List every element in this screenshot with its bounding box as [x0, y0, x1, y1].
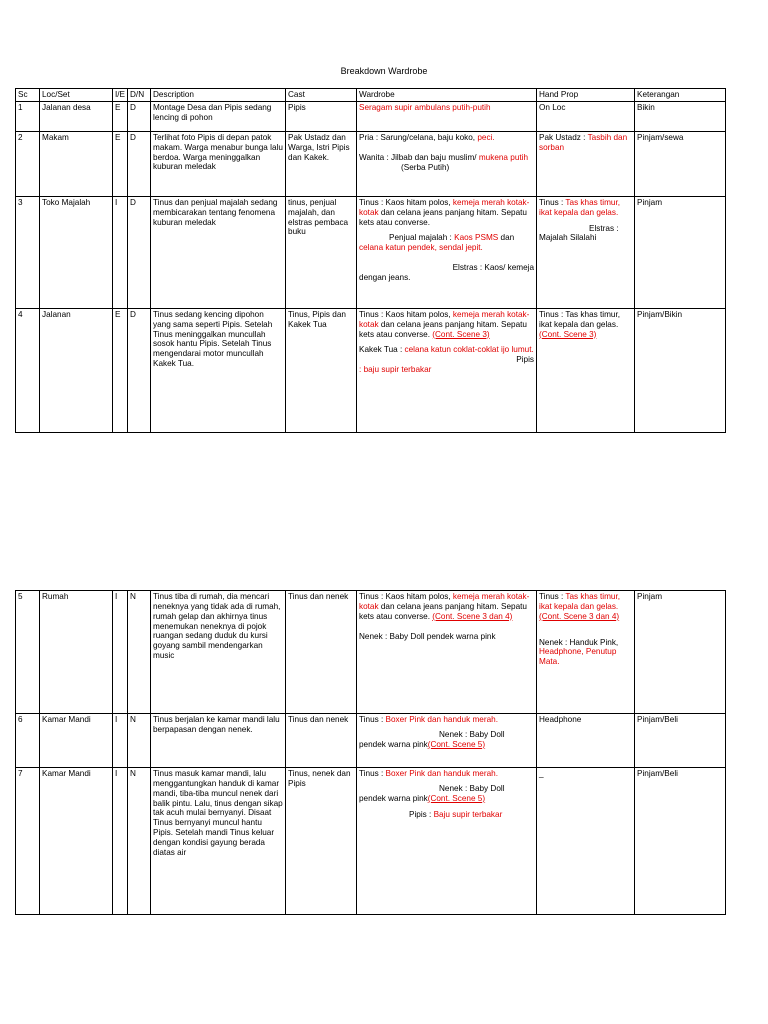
wardrobe-text: dengan jeans.: [359, 272, 411, 282]
wardrobe-text: Tinus : Kaos hitam polos,: [359, 592, 453, 601]
wardrobe-text: dan celana jeans panjang hitam. Sepatu kets atau converse.: [359, 207, 527, 227]
header-hand-prop: Hand Prop: [537, 89, 635, 102]
wardrobe-text: (Cont. Scene 5): [427, 739, 486, 749]
cell-loc: Kamar Mandi: [40, 768, 113, 915]
cell-wardrobe: [357, 131, 537, 196]
wardrobe-text: Kakek Tua :: [359, 345, 405, 355]
header-dn: D/N: [128, 89, 151, 102]
wardrobe-text: Pipis: [516, 355, 535, 365]
wardrobe-text: pendek warna pink: [359, 739, 428, 749]
wardrobe-text: Tinus :: [359, 715, 386, 724]
cell-description: Montage Desa dan Pipis sedang lencing di pohon: [151, 101, 286, 131]
cell-wardrobe: [357, 101, 537, 131]
cell-description: Tinus dan penjual majalah sedang membicarakan tentang fenomena kuburan meledak: [151, 196, 286, 308]
wardrobe-text: kemeja merah kotak-kotak: [359, 197, 530, 217]
table-row: [16, 714, 726, 768]
header-cast: Cast: [286, 89, 357, 102]
wardrobe-text: dan: [498, 233, 515, 243]
wardrobe-text: kemeja merah kotak-kotak: [359, 309, 530, 329]
wardrobe-text: dan celana jeans panjang hitam. Sepatu kets atau converse.: [359, 601, 527, 621]
wardrobe-text: Kaos PSMS: [454, 233, 499, 243]
hand-prop-text: (Cont. Scene 3): [539, 329, 597, 339]
wardrobe-text: Pria : Sarung/celana, baju koko,: [359, 132, 478, 142]
wardrobe-text: : baju supir terbakar: [359, 365, 432, 375]
wardrobe-text: mukena putih: [478, 152, 529, 162]
cell-ie: I: [113, 768, 128, 915]
wardrobe-text: Seragam supir ambulans putih-putih: [359, 102, 491, 112]
hand-prop-text: Headphone, Penutup Mata.: [539, 647, 617, 667]
cell-sc: 3: [16, 196, 40, 308]
hand-prop-text: Tinus : Tas khas timur, ikat kepala dan gelas.: [539, 309, 621, 329]
document-title: Breakdown Wardrobe: [340, 66, 428, 76]
wardrobe-table-bottom: [15, 590, 726, 915]
cell-keterangan: Pinjam/Bikin: [635, 308, 726, 432]
wardrobe-text: (Cont. Scene 3): [432, 329, 490, 339]
header-keterangan: Keterangan: [635, 89, 726, 102]
cell-loc: Jalanan desa: [40, 101, 113, 131]
cell-keterangan: Pinjam/sewa: [635, 131, 726, 196]
cell-dn: D: [128, 196, 151, 308]
hand-prop-text: Majalah Silalahi: [539, 233, 597, 243]
table-header-row: [16, 89, 726, 102]
wardrobe-text: Tinus : Kaos hitam polos,: [359, 197, 453, 207]
cell-keterangan: Pinjam: [635, 591, 726, 714]
wardrobe-text: peci.: [477, 132, 495, 142]
table-row: [16, 308, 726, 432]
wardrobe-text: dan celana jeans panjang hitam. Sepatu kets atau converse.: [359, 319, 527, 339]
cell-dn: N: [128, 714, 151, 768]
table-row: [16, 131, 726, 196]
hand-prop-text: Pak Ustadz :: [539, 132, 588, 142]
cell-cast: Tinus dan nenek: [286, 591, 357, 714]
cell-hand-prop: [537, 308, 635, 432]
cell-sc: 1: [16, 101, 40, 131]
cell-ie: I: [113, 591, 128, 714]
cell-keterangan: Pinjam: [635, 196, 726, 308]
cell-wardrobe: [357, 308, 537, 432]
cell-keterangan: Bikin: [635, 101, 726, 131]
cell-hand-prop: _: [537, 768, 635, 915]
cell-keterangan: Pinjam/Beli: [635, 768, 726, 915]
header-sc: Sc: [16, 89, 40, 102]
hand-prop-text: Elstras :: [589, 223, 619, 233]
cell-wardrobe: [357, 768, 537, 915]
cell-dn: N: [128, 768, 151, 915]
table-row: [16, 101, 726, 131]
cell-sc: 7: [16, 768, 40, 915]
cell-ie: E: [113, 308, 128, 432]
cell-loc: Toko Majalah: [40, 196, 113, 308]
cell-dn: N: [128, 591, 151, 714]
cell-hand-prop: [537, 131, 635, 196]
hand-prop-text: (Cont. Scene 3 dan 4): [539, 611, 620, 621]
header-loc: Loc/Set: [40, 89, 113, 102]
cell-sc: 5: [16, 591, 40, 714]
wardrobe-text: celana katun pendek, sendal jepit.: [359, 243, 483, 253]
hand-prop-text: Tas khas timur, ikat kepala dan gelas.: [539, 197, 621, 217]
cell-loc: Rumah: [40, 591, 113, 714]
cell-description: Tinus berjalan ke kamar mandi lalu berpapasan dengan nenek.: [151, 714, 286, 768]
wardrobe-text: Elstras : Kaos/ kemeja: [452, 263, 535, 273]
cell-dn: D: [128, 101, 151, 131]
cell-wardrobe: [357, 714, 537, 768]
cell-keterangan: Pinjam/Beli: [635, 714, 726, 768]
wardrobe-text: kemeja merah kotak-kotak: [359, 592, 530, 611]
hand-prop-text: Tinus :: [539, 592, 566, 601]
cell-wardrobe: [357, 196, 537, 308]
cell-hand-prop: On Loc: [537, 101, 635, 131]
wardrobe-text: Baju supir terbakar: [433, 809, 503, 819]
wardrobe-text: Boxer Pink dan handuk merah.: [385, 769, 498, 778]
cell-sc: 2: [16, 131, 40, 196]
wardrobe-text: Nenek : Baby Doll pendek warna pink: [359, 631, 496, 641]
table-row: [16, 591, 726, 714]
wardrobe-text: Boxer Pink dan handuk merah.: [385, 715, 498, 724]
cell-cast: Tinus dan nenek: [286, 714, 357, 768]
cell-sc: 4: [16, 308, 40, 432]
cell-cast: tinus, penjual majalah, dan elstras pembaca buku: [286, 196, 357, 308]
cell-cast: Tinus, nenek dan Pipis: [286, 768, 357, 915]
cell-description: Terlihat foto Pipis di depan patok makam. Warga menabur bunga lalu berdoa. Warga meninggalkan kuburan meledak: [151, 131, 286, 196]
hand-prop-text: Tas khas timur, ikat kepala dan gelas.: [539, 592, 621, 611]
cell-ie: E: [113, 101, 128, 131]
wardrobe-text: (Serba Putih): [401, 162, 450, 172]
table-row: [16, 768, 726, 915]
wardrobe-text: Tinus : Kaos hitam polos,: [359, 309, 453, 319]
cell-description: Tinus sedang kencing dipohon yang sama seperti Pipis. Setelah Tinus meninggalkan muncullah sosok hantu Pipis. Setelah Tinus mengendarai motor muncullah Kakek Tua.: [151, 308, 286, 432]
cell-sc: 6: [16, 714, 40, 768]
cell-description: Tinus masuk kamar mandi, lalu menggantungkan handuk di kamar mandi, tiba-tiba muncul nenek dari balik pintu. Lalu, tinus dengan sikap tak acuh mulai bernyanyi. Disaat Tinus bernyanyi muncul hantu Pipis. Setelah mandi Tinus keluar dengan kondisi gayung berada diatas air: [151, 768, 286, 915]
cell-hand-prop: [537, 196, 635, 308]
hand-prop-text: Nenek : Handuk Pink,: [539, 637, 619, 647]
wardrobe-text: (Cont. Scene 3 dan 4): [432, 611, 513, 621]
cell-loc: Jalanan: [40, 308, 113, 432]
cell-wardrobe: [357, 591, 537, 714]
header-description: Description: [151, 89, 286, 102]
table-row: [16, 196, 726, 308]
cell-hand-prop: [537, 591, 635, 714]
wardrobe-text: Wanita : Jilbab dan baju muslim/: [359, 152, 479, 162]
wardrobe-text: Nenek : Baby Doll: [439, 729, 505, 739]
hand-prop-text: Tinus :: [539, 197, 566, 207]
wardrobe-text: Nenek : Baby Doll: [439, 783, 505, 793]
header-wardrobe: Wardrobe: [357, 89, 537, 102]
wardrobe-text: Penjual majalah :: [389, 233, 455, 243]
wardrobe-text: Tinus :: [359, 769, 386, 778]
cell-cast: Pak Ustadz dan Warga, Istri Pipis dan Kakek.: [286, 131, 357, 196]
header-ie: I/E: [113, 89, 128, 102]
cell-loc: Kamar Mandi: [40, 714, 113, 768]
wardrobe-text: Pipis :: [409, 809, 434, 819]
cell-dn: D: [128, 131, 151, 196]
cell-dn: D: [128, 308, 151, 432]
wardrobe-table-top: [15, 88, 726, 433]
cell-hand-prop: Headphone: [537, 714, 635, 768]
wardrobe-text: (Cont. Scene 5): [427, 793, 486, 803]
cell-cast: Pipis: [286, 101, 357, 131]
cell-ie: E: [113, 131, 128, 196]
wardrobe-text: pendek warna pink: [359, 793, 428, 803]
cell-loc: Makam: [40, 131, 113, 196]
cell-ie: I: [113, 196, 128, 308]
hand-prop-text: Tasbih dan sorban: [539, 132, 628, 152]
wardrobe-text: celana katun coklat-coklat ijo lumut.: [404, 345, 534, 355]
cell-ie: I: [113, 714, 128, 768]
cell-description: Tinus tiba di rumah, dia mencari neneknya yang tidak ada di rumah, rumah gelap dan akhirnya tinus menemukan neneknya di pojok ruangan sedang duduk du kursi goyang sambil mendengarkan music: [151, 591, 286, 714]
cell-cast: Tinus, Pipis dan Kakek Tua: [286, 308, 357, 432]
